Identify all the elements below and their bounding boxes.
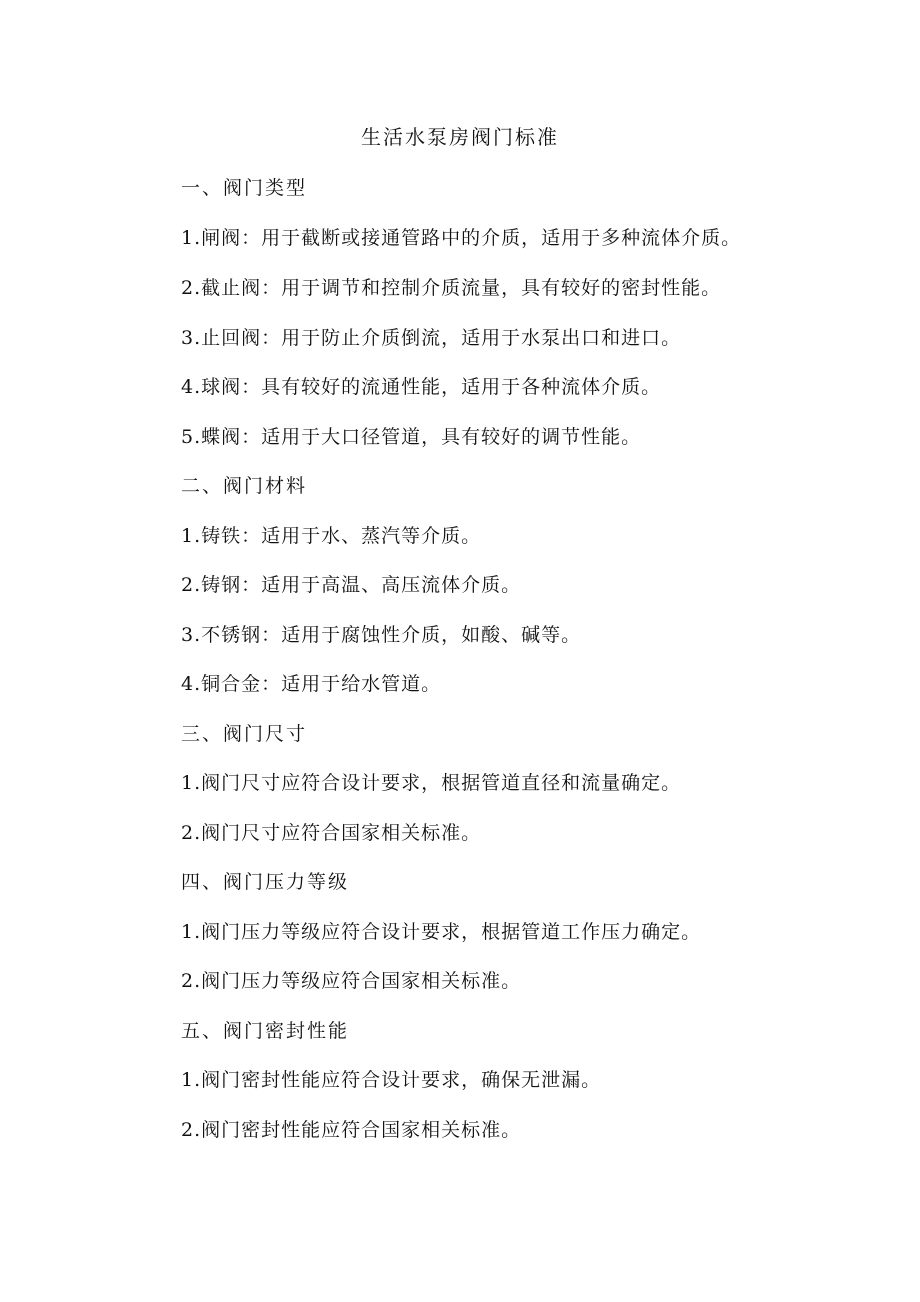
list-item-check-valve: 3.止回阀：用于防止介质倒流，适用于水泵出口和进口。 — [181, 326, 682, 349]
section-heading-valve-materials: 二、阀门材料 — [181, 475, 308, 497]
list-item-butterfly-valve: 5.蝶阀：适用于大口径管道，具有较好的调节性能。 — [181, 425, 642, 448]
list-item-cast-iron: 1.铸铁：适用于水、蒸汽等介质。 — [181, 524, 482, 547]
list-item-gate-valve: 1.闸阀：用于截断或接通管路中的介质，适用于多种流体介质。 — [181, 226, 742, 249]
section-heading-sealing-performance: 五、阀门密封性能 — [181, 1019, 350, 1042]
list-item-cast-steel: 2.铸钢：适用于高温、高压流体介质。 — [181, 574, 522, 596]
list-item-sealing-standard: 2.阀门密封性能应符合国家相关标准。 — [181, 1118, 522, 1141]
list-item-ball-valve: 4.球阀：具有较好的流通性能，适用于各种流体介质。 — [181, 376, 662, 398]
list-item-stainless-steel: 3.不锈钢：适用于腐蚀性介质，如酸、碱等。 — [181, 623, 582, 646]
list-item-sealing-design: 1.阀门密封性能应符合设计要求，确保无泄漏。 — [181, 1069, 602, 1091]
document-body — [181, 174, 761, 1165]
section-heading-valve-size: 三、阀门尺寸 — [181, 722, 308, 745]
section-heading-valve-types: 一、阀门类型 — [181, 177, 308, 199]
list-item-copper-alloy: 4.铜合金：适用于给水管道。 — [181, 673, 442, 695]
list-item-globe-valve: 2.截止阀：用于调节和控制介质流量，具有较好的密封性能。 — [181, 277, 722, 299]
list-item-pressure-design: 1.阀门压力等级应符合设计要求，根据管道工作压力确定。 — [181, 920, 702, 943]
list-item-size-design: 1.阀门尺寸应符合设计要求，根据管道直径和流量确定。 — [181, 772, 682, 794]
section-heading-pressure-rating: 四、阀门压力等级 — [181, 871, 350, 893]
page-title: 生活水泵房阀门标准 — [361, 125, 559, 149]
list-item-pressure-standard: 2.阀门压力等级应符合国家相关标准。 — [181, 970, 522, 992]
list-item-size-standard: 2.阀门尺寸应符合国家相关标准。 — [181, 821, 482, 844]
